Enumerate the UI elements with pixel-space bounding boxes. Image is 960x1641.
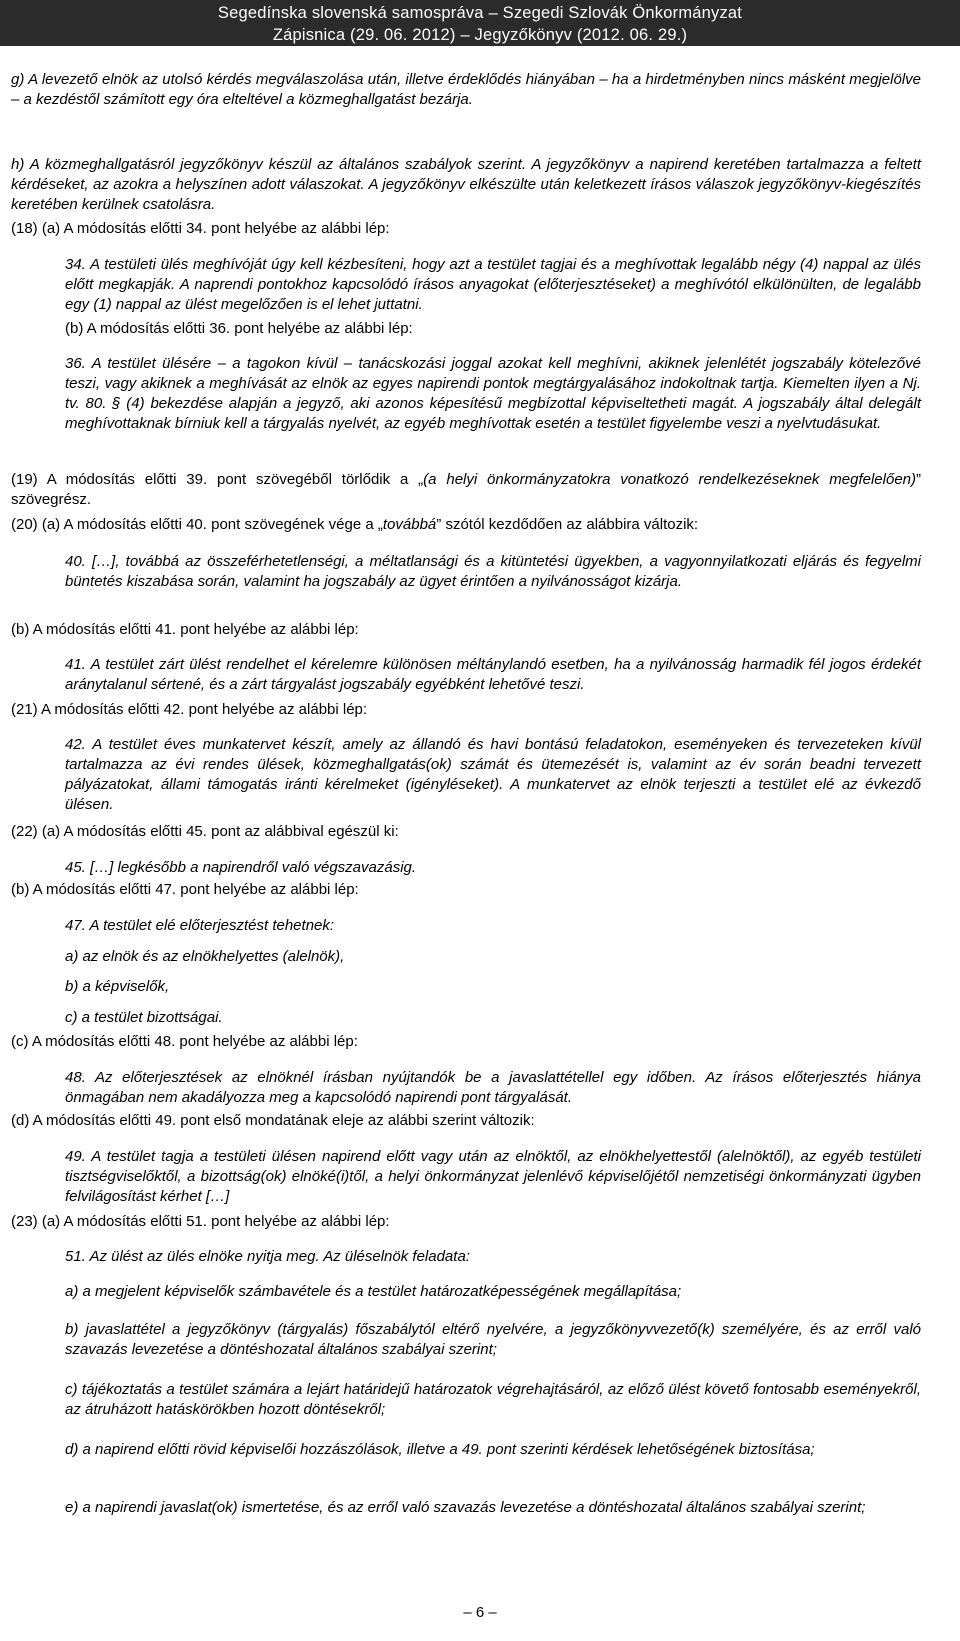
point-42: 42. A testület éves munkatervet készít, amely az állandó és havi bontású feladatokon, eseményeken és tervezeteken kívül tartalmazza az évi rendes ülések, közmeghallgatás(ok) számát és ütemezését is, valamint az év során beadni tervezett pályázatokat, állami támogatás iránti kérelmeket (igényléseket). A munkatervet az elnök terjeszti a testület elé az évkezdő ülésen. — [65, 736, 921, 813]
point-51-d: d) a napirend előtti rövid képviselői hozzászólások, illetve a 49. pont szerinti kérdések lehetőségének biztosítása; — [65, 1441, 815, 1458]
amendment-22a: (22) (a) A módosítás előtti 45. pont az alábbival egészül ki: — [11, 823, 399, 840]
point-51-c: c) tájékoztatás a testület számára a lejárt határidejű határozatok végrehajtásáról, az előző ülést követő fontosabb eseményekről, az átruházott hatáskörökben hozott döntésekről; — [65, 1381, 921, 1418]
point-36: 36. A testület ülésére – a tagokon kívül – tanácskozási joggal azokat kell meghívni, akiknek jelenlétét jogszabály kötelezővé teszi, vagy akiknek a meghívását az elnök az egyes napirendi pontok megtárgyalásához indokoltnak tartja. Kiemelten ilyen a Nj. tv. 80. § (4) bekezdése alapján a jegyző, aki azonos képesítésű megbízottal képviseltetheti magát. A jogszabály által delegált meghívottaknak bírniuk kell a tárgyalás nyelvét, az egyéb meghívottak esetén a testület figyelembe veszi a nyelvtudásukat. — [65, 355, 921, 432]
point-47-c: c) a testület bizottságai. — [65, 1009, 223, 1026]
amendment-20a-quote: továbbá — [382, 516, 437, 533]
point-47: 47. A testület elé előterjesztést tehetnek: — [65, 917, 335, 934]
amendment-19-text: (19) A módosítás előtti 39. pont szövegéből törlődik a „ — [11, 471, 424, 488]
point-47-a: a) az elnök és az elnökhelyettes (alelnök), — [65, 948, 345, 965]
header-title: Segedínska slovenská samospráva – Szegedi Szlovák Önkormányzat — [217, 4, 743, 22]
header-subtitle: Zápisnica (29. 06. 2012) – Jegyzőkönyv (2012. 06. 29.) — [272, 26, 688, 44]
amendment-20a-text: (20) (a) A módosítás előtti 40. pont szövegének vége a „ — [11, 516, 383, 533]
point-40: 40. […], továbbá az összeférhetetlenségi, a méltatlansági és a kitüntetési ügyekben, a vagyonnyilatkozati eljárás és fegyelmi büntetés kiszabása során, valamint ha jogszabály az ügyet érintően a nyilvánosságot kizárja. — [65, 553, 921, 590]
amendment-22b: (b) A módosítás előtti 47. pont helyébe az alábbi lép: — [11, 881, 359, 898]
amendment-22d: (d) A módosítás előtti 49. pont első mondatának eleje az alábbi szerint változik: — [11, 1112, 535, 1129]
amendment-18b: (b) A módosítás előtti 36. pont helyébe az alábbi lép: — [65, 320, 413, 337]
point-45: 45. […] legkésőbb a napirendről való végszavazásig. — [65, 859, 417, 876]
amendment-20a — [11, 515, 921, 535]
amendment-21: (21) A módosítás előtti 42. pont helyébe az alábbi lép: — [11, 701, 368, 718]
point-48: 48. Az előterjesztések az elnöknél írásban nyújtandók be a javaslattétellel egy időben. Az írásos előterjesztés hiánya önmagában nem akadályozza meg a kapcsolódó napirendi pont tárgyalását. — [65, 1069, 921, 1106]
paragraph-g: g) A levezető elnök az utolsó kérdés megválaszolása után, illetve érdeklődés hiányában – ha a hirdetményben nincs másként megjelölve – a kezdéstől számított egy óra elteltével a közmeghallgatást bezárja. — [11, 71, 921, 108]
amendment-20b: (b) A módosítás előtti 41. pont helyébe az alábbi lép: — [11, 621, 359, 638]
point-51: 51. Az ülést az ülés elnöke nyitja meg. Az üléselnök feladata: — [65, 1248, 470, 1265]
amendment-19-quote: (a helyi önkormányzatokra vonatkozó rendelkezéseknek megfelelően) — [423, 471, 916, 488]
point-51-b: b) javaslattétel a jegyzőkönyv (tárgyalás) főszabálytól eltérő nyelvére, a jegyzőkönyvvezető(k) személyére, és az erről való szavazás levezetése a döntéshozatal általános szabályai szerint; — [65, 1321, 921, 1358]
amendment-22c: (c) A módosítás előtti 48. pont helyébe az alábbi lép: — [11, 1033, 358, 1050]
amendment-19-suffix: ” szövegrész. — [11, 471, 921, 508]
point-51-a: a) a megjelent képviselők számbavétele és a testület határozatképességének megállapítása; — [65, 1283, 682, 1300]
point-49: 49. A testület tagja a testületi ülésen napirend előtt vagy után az elnöktől, az elnökhelyettestől (alelnöktől), az egyéb testületi tisztségviselőktől, a bizottság(ok) elnöké(i)től, a helyi önkormányzat jelenlévő képviselőjétől nemzetiségi önkormányzati ügyben felvilágosítást kérhet […] — [65, 1148, 921, 1205]
amendment-19 — [11, 470, 921, 510]
point-47-b: b) a képviselők, — [65, 978, 170, 995]
point-34: 34. A testületi ülés meghívóját úgy kell kézbesíteni, hogy azt a testület tagjai és a meghívottak legalább négy (4) nappal az ülés előtt megkapják. A naprendi pontokhoz kapcsolódó írásos anyagokat (előterjesztéseket) a meghívótól elkülönülten, de legalább egy (1) nappal az ülést megelőzően is el lehet juttatni. — [65, 256, 921, 313]
point-51-e: e) a napirendi javaslat(ok) ismertetése, és az erről való szavazás levezetése a döntéshozatal általános szabályai szerint; — [65, 1499, 866, 1516]
paragraph-h: h) A közmeghallgatásról jegyzőkönyv készül az általános szabályok szerint. A jegyzőkönyv a napirend keretében tartalmazza a feltett kérdéseket, az azokra a helyszínen adott válaszokat. A jegyzőkönyv elkészülte után keletkezett írásos válaszok jegyzőkönyv-kiegészítés keretében kerülnek csatolásra. — [11, 156, 921, 213]
amendment-20a-suffix: ” szótól kezdődően az alábbira változik: — [436, 516, 699, 533]
point-41: 41. A testület zárt ülést rendelhet el kérelemre különösen méltánylandó esetben, ha a nyilvánosság harmadik fél jogos érdekét aránytalanul sértené, és a zárt tárgyalást jogszabály egyébként lehetővé teszi. — [65, 656, 921, 693]
amendment-18a: (18) (a) A módosítás előtti 34. pont helyébe az alábbi lép: — [11, 220, 390, 237]
amendment-23a: (23) (a) A módosítás előtti 51. pont helyébe az alábbi lép: — [11, 1213, 390, 1230]
page-number: – 6 – — [463, 1604, 497, 1621]
